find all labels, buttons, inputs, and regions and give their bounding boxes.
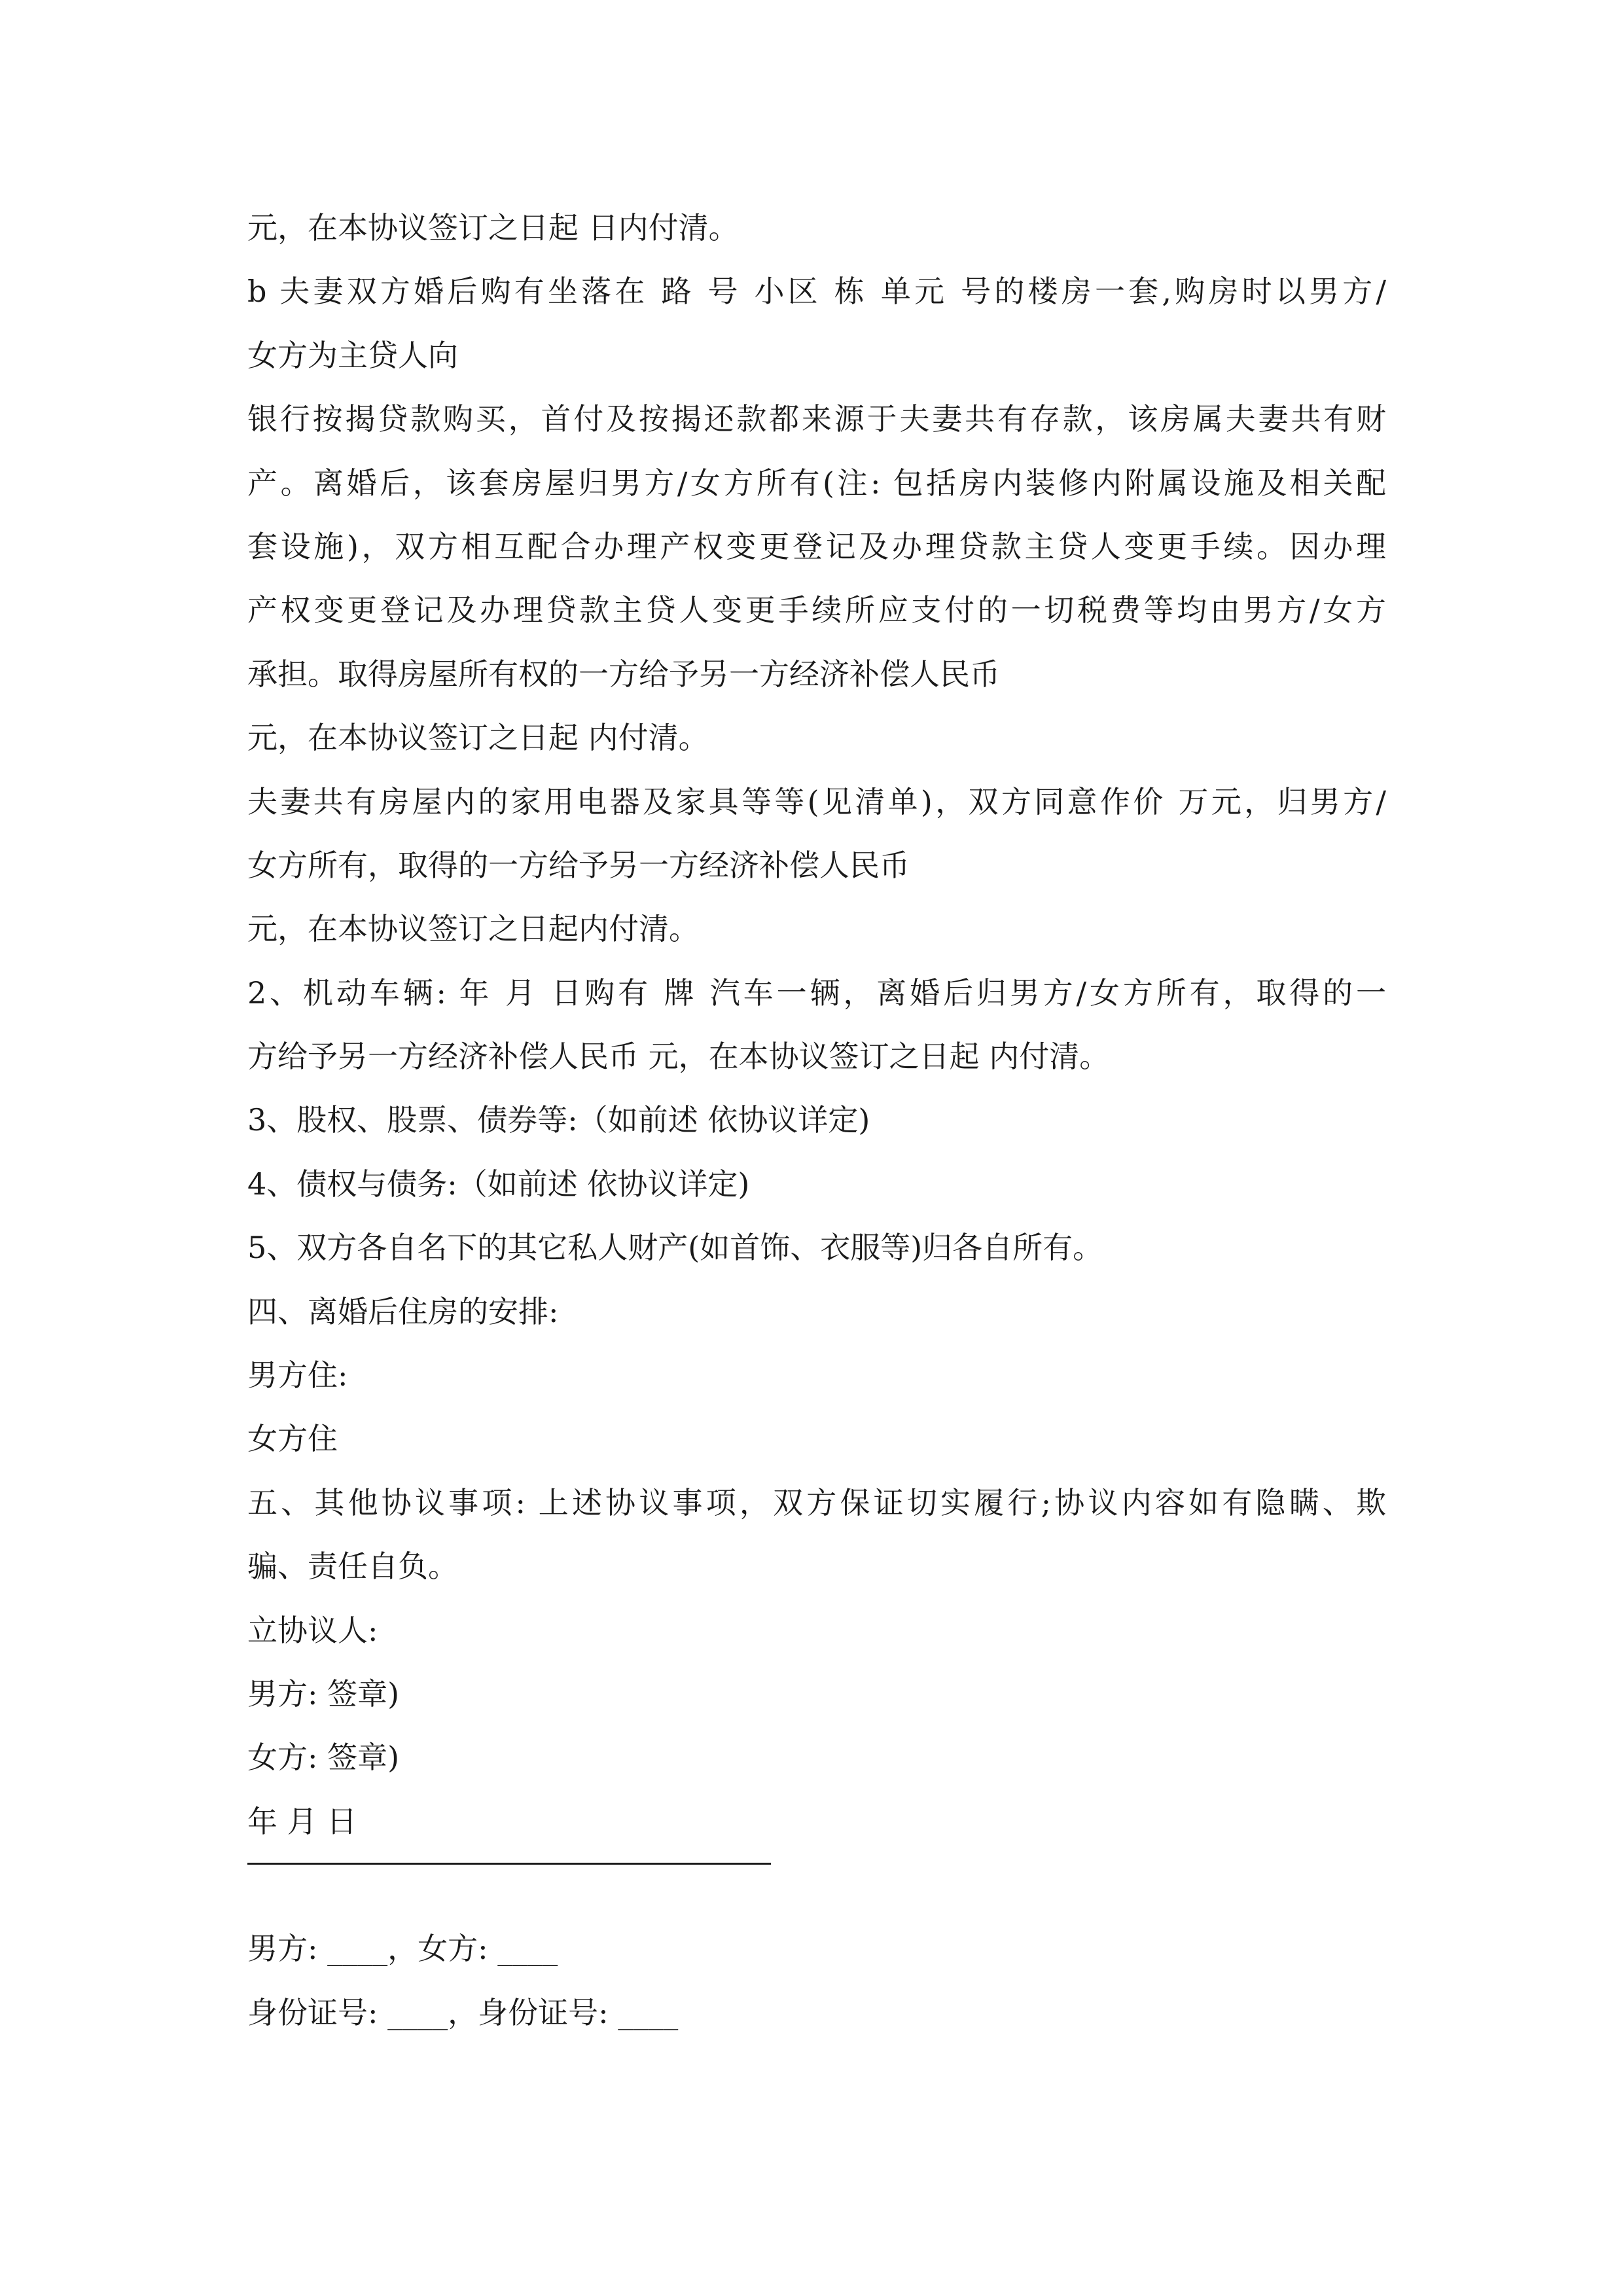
text-line: 女方住: [247, 1421, 338, 1457]
text-line: 方给予另一方经济补偿人民币 元，在本协议签订之日起 内付清。: [247, 1039, 1110, 1075]
date-line: 年 月 日: [247, 1803, 357, 1839]
text-line: 2、机动车辆: 年 月 日购有 牌 汽车一辆，离婚后归男方/女方所有，取得的一: [247, 975, 1386, 1011]
text-line: b 夫妻双方婚后购有坐落在 路 号 小区 栋 单元 号的楼房一套,购房时以男方/: [247, 274, 1386, 310]
text-line: 4、债权与债务:（如前述 依协议详定): [247, 1166, 750, 1202]
text-line: 产权变更登记及办理贷款主贷人变更手续所应支付的一切税费等均由男方/女方: [247, 592, 1386, 628]
text-line: 5、双方各自名下的其它私人财产(如首饰、衣服等)归各自所有。: [247, 1230, 1103, 1266]
text-line: 女方为主贷人向: [247, 337, 458, 373]
text-line: 骗、责任自负。: [247, 1549, 458, 1585]
male-signature-label: 男方: 签章): [247, 1676, 400, 1712]
text-line: 承担。取得房屋所有权的一方给予另一方经济补偿人民币: [247, 656, 1000, 692]
text-line: 元，在本协议签订之日起 内付清。: [247, 720, 709, 756]
text-line: 银行按揭贷款购买，首付及按揭还款都来源于夫妻共有存款，该房属夫妻共有财: [247, 401, 1386, 437]
footer-names: 男方: ____，女方: ____: [247, 1931, 558, 1967]
text-line: 3、股权、股票、债券等:（如前述 依协议详定): [247, 1102, 870, 1138]
text-line: 夫妻共有房屋内的家用电器及家具等等(见清单)，双方同意作价 万元，归男方/: [247, 783, 1386, 819]
section-heading: 四、离婚后住房的安排:: [247, 1293, 559, 1329]
text-line: 套设施)，双方相互配合办理产权变更登记及办理贷款主贷人变更手续。因办理: [247, 528, 1386, 564]
footer-id-numbers: 身份证号: ____，身份证号: ____: [247, 1994, 679, 2030]
text-line: 女方所有，取得的一方给予另一方经济补偿人民币: [247, 847, 910, 883]
text-line: 男方住:: [247, 1357, 348, 1393]
section-heading: 五、其他协议事项: 上述协议事项，双方保证切实履行;协议内容如有隐瞒、欺: [247, 1484, 1386, 1520]
text-line: 元，在本协议签订之日起内付清。: [247, 911, 699, 947]
female-signature-label: 女方: 签章): [247, 1740, 400, 1776]
document-page: [247, 196, 1386, 2045]
divider: [247, 1863, 771, 1865]
signatory-label: 立协议人:: [247, 1612, 378, 1648]
text-line: 产。离婚后，该套房屋归男方/女方所有(注: 包括房内装修内附属设施及相关配: [247, 465, 1386, 501]
text-line: 元，在本协议签订之日起 日内付清。: [247, 210, 739, 245]
